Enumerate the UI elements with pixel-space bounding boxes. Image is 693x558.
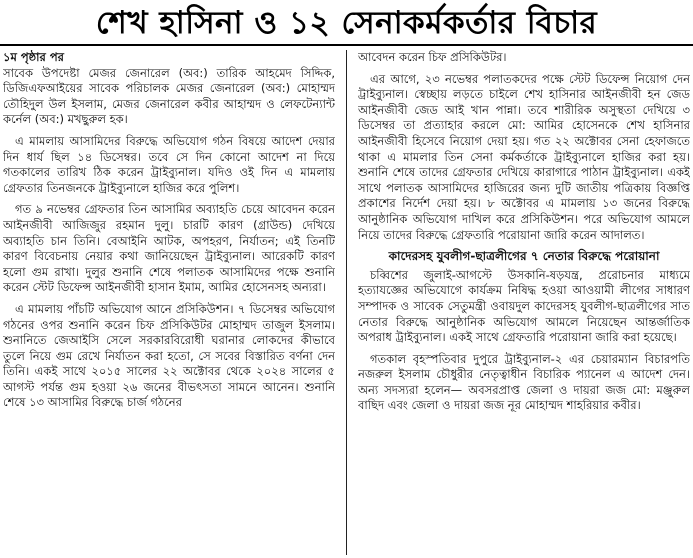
- left-paragraph-1: [3, 50, 335, 128]
- column-divider: [346, 50, 347, 555]
- left-paragraph-1-text: সাবেক উপদেষ্টা মেজর জেনারেল (অব:) তারিক আহমেদ সিদ্দিক, ডিজিএফআইয়ের সাবেক পরিচালক মেজর জেনারেল (অব:) মোহাম্মদ তৌহিদুল উল ইসলাম, মেজর জেনারেল কবীর আহাম্মদ ও লেফটেন্যান্ট কর্নেল (অব:) মখছুরুল হক।: [3, 65, 335, 127]
- right-paragraph-3: চব্বিশের জুলাই-আগস্টে উসকানি-ষড়যন্ত্র, প্ররোচনার মাধ্যমে হত্যাযজ্ঞের অভিযোগে কার্যক্রম নিষিদ্ধ হওয়া আওয়ামী লীগের সাধারণ সম্পাদক ও সাবেক সেতুমন্ত্রী ওবায়দুল কাদেরসহ যুবলীগ-ছাত্রলীগের সাত নেতার বিরুদ্ধে আনুষ্ঠানিক অভিযোগ আমলে নিয়েছেন আন্তর্জাতিক অপরাধ ট্রাইব্যুনাল। একই সাথে গ্রেফতারি পরোয়ানা জারি করা হয়েছে।: [358, 267, 690, 345]
- left-column: [3, 50, 335, 556]
- continued-label: ১ম পৃষ্ঠার পর: [3, 50, 64, 64]
- headline: শেখ হাসিনা ও ১২ সেনাকর্মকর্তার বিচার: [95, 5, 598, 41]
- right-column: [358, 50, 690, 556]
- right-paragraph-1: আবেদন করেন চিফ প্রসিকিউটর।: [358, 50, 507, 64]
- left-paragraph-2: এ মামলায় আসামিদের বিরুদ্ধে অভিযোগ গঠন বিষয়ে আদেশ দেয়ার দিন ধার্য ছিল ১৪ ডিসেম্বর। তবে সে দিন কোনো আদেশ না দিয়ে গতকালের তারিখ ঠিক করেন ট্রাইব্যুনাল। যদিও ওই দিন এ মামলায় গ্রেফতার তিনজনকে ট্রাইব্যুনালে হাজির করে পুলিশ।: [3, 133, 335, 195]
- left-paragraph-4: এ মামলায় পাঁচটি অভিযোগ আনে প্রসিকিউশন। ৭ ডিসেম্বর অভিযোগ গঠনের ওপর শুনানি করেন চিফ প্রসিকিউটর মোহাম্মদ তাজুল ইসলাম। শুনানিতে জেআইসি সেলে সরকারবিরোধী ঘরানার লোকদের কীভাবে তুলে নিয়ে গুম রেখে নির্যাতন করা হতো, সে সবের বিস্তারিত বর্ণনা দেন তিনি। একই সাথে ২০১৫ সালের ২২ অক্টোবর থেকে ২০২৪ সালের ৫ আগস্ট পর্যন্ত গুম হওয়া ২৬ জনের বীভৎসতা সামনে আনেন। শুনানি শেষে ১৩ আসামির বিরুদ্ধে চার্জ গঠনের: [3, 301, 335, 410]
- left-paragraph-3: গত ৯ নভেম্বর গ্রেফতার তিন আসামির অব্যাহতি চেয়ে আবেদন করেন আইনজীবী আজিজুর রহমান দুলু। চারটি কারণ (গ্রাউন্ড) দেখিয়ে অব্যাহতি চান তিনি। বেআইনি আটক, অপহরণ, নির্যাতন; এই তিনটি কারণ বিবেচনায় নেয়ার কথা জানিয়েছেন ট্রাইব্যুনাল। আরেকটি কারণ হলো গুম রাখা। দুলুর শুনানি শেষে পলাতক আসামিদের পক্ষে শুনানি করেন স্টেট ডিফেন্স আইনজীবী হাসান ইমাম, আমির হোসেনসহ অন্যরা।: [3, 202, 335, 295]
- right-paragraph-2: এর আগে, ২৩ নভেম্বর পলাতকদের পক্ষে স্টেট ডিফেন্স নিয়োগ দেন ট্রাইব্যুনাল। স্বেচ্ছায় লড়তে চাইলে শেখ হাসিনার আইনজীবী হন জেড আইনজীবী জেড আই খান পান্না। তবে শারীরিক অসুস্থতা দেখিয়ে ৩ ডিসেম্বর তা প্রত্যাহার করলে মো: আমির হোসেনকে শেখ হাসিনার আইনজীবী হিসেবে নিয়োগ দেয়া হয়। গত ২২ অক্টোবর সেনা হেফাজতে থাকা এ মামলার তিন সেনা কর্মকর্তাকে ট্রাইব্যুনালে হাজির করা হয়। শুনানি শেষে তাদের গ্রেফতার দেখিয়ে কারাগারে পাঠান ট্রাইব্যুনাল। একই সাথে পলাতক আসামিদের হাজিরের জন্য দুটি জাতীয় পত্রিকায় বিজ্ঞপ্তি প্রকাশের নির্দেশ দেয়া হয়। ৮ অক্টোবর এ মামলায় ১৩ জনের বিরুদ্ধে আনুষ্ঠানিক অভিযোগ দাখিল করে প্রসিকিউশন। পরে অভিযোগ আমলে নিয়ে তাদের বিরুদ্ধে গ্রেফতারি পরোয়ানা জারি করেন আদালত।: [358, 71, 690, 242]
- headline-rule: [0, 44, 693, 46]
- right-paragraph-4: গতকাল বৃহস্পতিবার দুপুরে ট্রাইব্যুনাল-২ এর চেয়ারম্যান বিচারপতি নজরুল ইসলাম চৌধুরীর নেতৃত্বাধীন বিচারিক প্যানেল এ আদেশ দেন। অন্য সদস্যরা হলেন— অবসরপ্রাপ্ত জেলা ও দায়রা জজ মো: মঞ্জুরুল বাছিদ এবং জেলা ও দায়রা জজ নূর মোহাম্মদ শাহরিয়ার কবীর।: [358, 351, 690, 413]
- subheading: কাদেরসহ যুবলীগ-ছাত্রলীগের ৭ নেতার বিরুদ্ধে পরোয়ানা: [388, 249, 660, 264]
